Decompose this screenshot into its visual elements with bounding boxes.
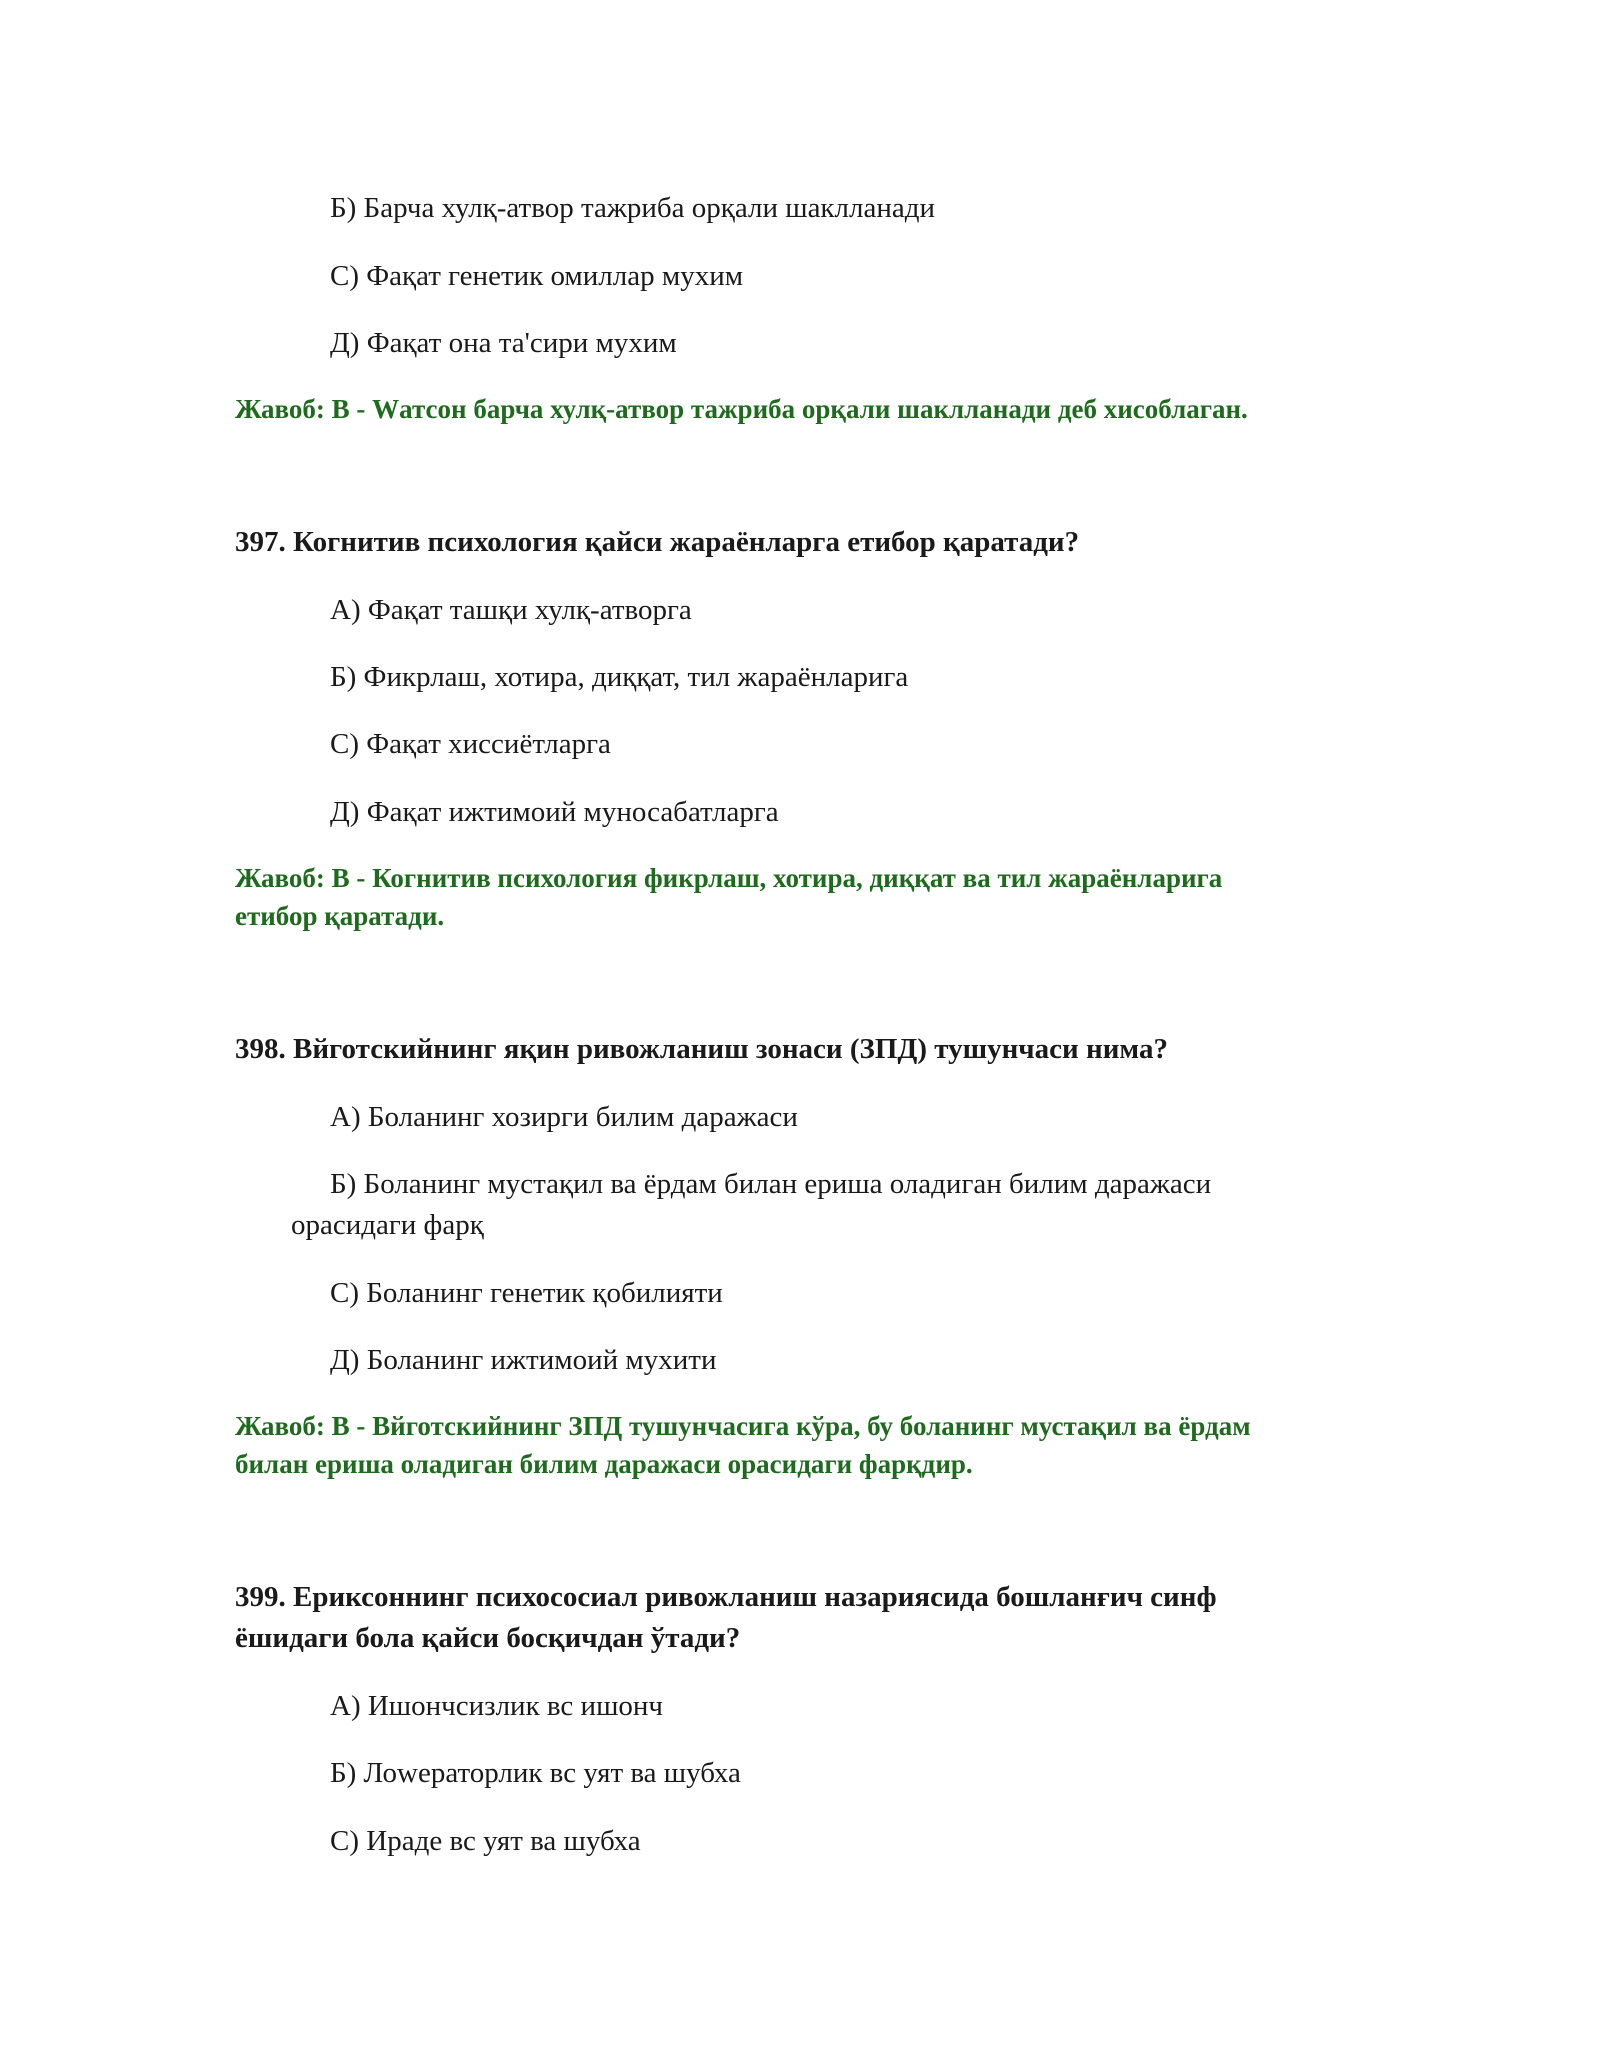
answer-line-continuation: билан ериша оладиган билим даражаси орасидаги фарқдир. [235, 1449, 973, 1479]
option-c: С) Фақат хиссиётларга [330, 728, 611, 760]
option-c: С) Фақат генетик омиллар мухим [330, 260, 744, 292]
option-d: Д) Фақат она та'сири мухим [330, 327, 677, 359]
answer-line-continuation: етибор қаратади. [235, 901, 445, 931]
option-b: Б) Фикрлаш, хотира, диққат, тил жараёнларига [330, 661, 909, 693]
option-a: А) Фақат ташқи хулқ-атворга [330, 594, 692, 626]
option-c: С) Ираде вс уят ва шубха [330, 1825, 641, 1857]
option-b: Б) Барча хулқ-атвор тажриба орқали шаклланади [330, 192, 936, 224]
option-d: Д) Боланинг ижтимоий мухити [330, 1344, 717, 1376]
question-title-continuation: ёшидаги бола қайси босқичдан ўтади? [235, 1622, 741, 1654]
option-d: Д) Фақат ижтимоий муносабатларга [330, 796, 779, 828]
option-b: Б) Лоwераторлик вс уят ва шубха [330, 1757, 741, 1789]
answer-line: Жавоб: В - Когнитив психология фикрлаш, хотира, диққат ва тил жараёнларига [235, 863, 1223, 893]
option-b: Б) Боланинг мустақил ва ёрдам билан ериша оладиган билим даражаси [330, 1168, 1212, 1200]
answer-line: Жавоб: В - Wатсон барча хулқ-атвор тажриба орқали шаклланади деб хисоблаган. [235, 394, 1248, 424]
option-a: А) Ишончсизлик вс ишонч [330, 1690, 664, 1722]
question-title: 398. Вйготскийнинг яқин ривожланиш зонаси (ЗПД) тушунчаси нима? [235, 1033, 1168, 1065]
question-title: 397. Когнитив психология қайси жараёнларга етибор қаратади? [235, 526, 1080, 558]
option-c: С) Боланинг генетик қобилияти [330, 1277, 723, 1309]
option-b-continuation: орасидаги фарқ [291, 1209, 484, 1241]
option-a: А) Боланинг хозирги билим даражаси [330, 1101, 798, 1133]
answer-line: Жавоб: В - Вйготскийнинг ЗПД тушунчасига кўра, бу боланинг мустақил ва ёрдам [235, 1411, 1251, 1441]
question-title: 399. Ериксоннинг психососиал ривожланиш назариясида бошланғич синф [235, 1581, 1217, 1613]
